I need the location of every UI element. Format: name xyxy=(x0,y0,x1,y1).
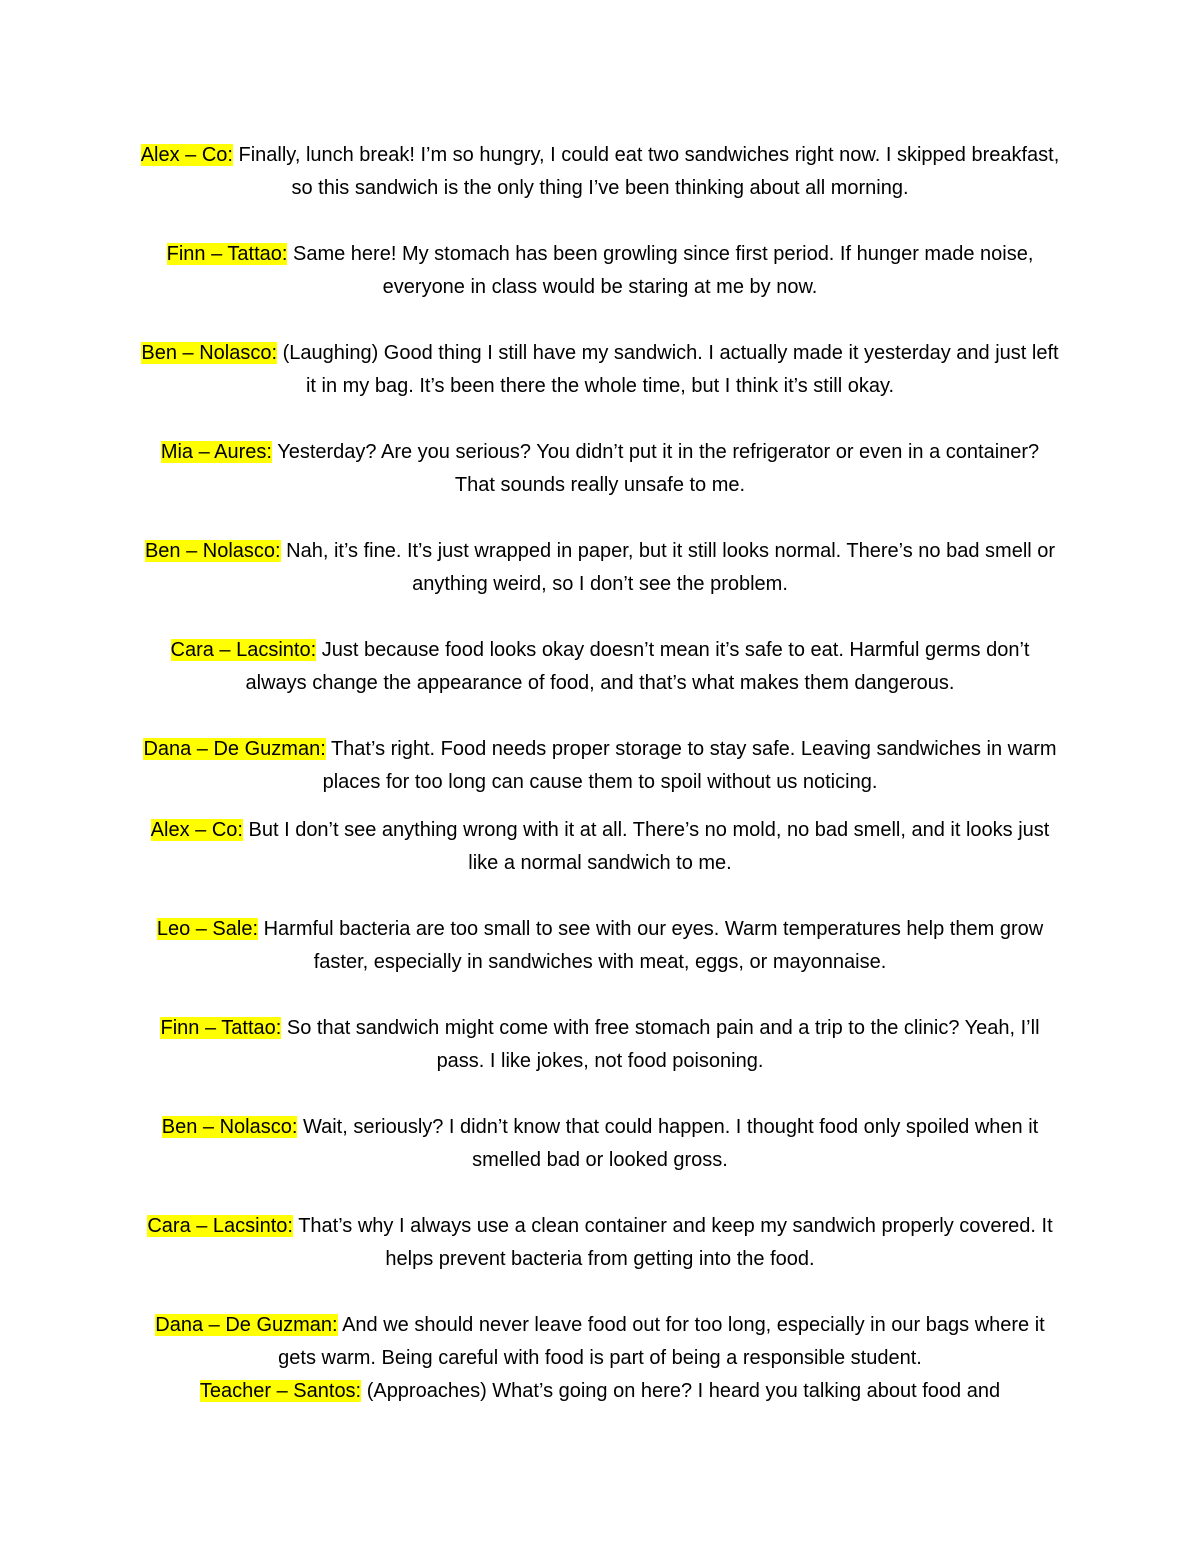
dialogue-line xyxy=(140,733,1060,799)
dialogue-text: That’s right. Food needs proper storage to stay safe. Leaving sandwiches in warm places for too long can cause them to spoil without us noticing. xyxy=(322,738,1057,793)
dialogue-line xyxy=(140,913,1060,979)
dialogue-text: (Laughing) Good thing I still have my sandwich. I actually made it yesterday and just left it in my bag. It’s been there the whole time, but I think it’s still okay. xyxy=(282,342,1059,397)
dialogue-text: Yesterday? Are you serious? You didn’t put it in the refrigerator or even in a container? That sounds really unsafe to me. xyxy=(277,441,1040,496)
dialogue-text: So that sandwich might come with free stomach pain and a trip to the clinic? Yeah, I’ll pass. I like jokes, not food poisoning. xyxy=(286,1017,1040,1072)
speaker-label: Finn – Tattao: xyxy=(166,243,288,265)
dialogue-line xyxy=(140,436,1060,502)
dialogue-text: Nah, it’s fine. It’s just wrapped in paper, but it still looks normal. There’s no bad smell or anything weird, so I don’t see the problem. xyxy=(286,540,1056,595)
dialogue-line xyxy=(140,814,1060,880)
dialogue-line xyxy=(140,1309,1060,1375)
dialogue-text: Wait, seriously? I didn’t know that could happen. I thought food only spoiled when it smelled bad or looked gross. xyxy=(302,1116,1039,1171)
speaker-label: Ben – Nolasco: xyxy=(161,1116,298,1138)
speaker-label: Alex – Co: xyxy=(150,819,243,841)
speaker-label: Dana – De Guzman: xyxy=(155,1314,338,1336)
speaker-label: Cara – Lacsinto: xyxy=(147,1215,293,1237)
dialogue-line xyxy=(140,1375,1060,1408)
speaker-label: Ben – Nolasco: xyxy=(144,540,281,562)
dialogue-text: That’s why I always use a clean container and keep my sandwich properly covered. It helps prevent bacteria from getting into the food. xyxy=(298,1215,1053,1270)
dialogue-line xyxy=(140,1012,1060,1078)
dialogue-line xyxy=(140,535,1060,601)
speaker-label: Mia – Aures: xyxy=(160,441,272,463)
speaker-label: Ben – Nolasco: xyxy=(141,342,278,364)
speaker-label: Leo – Sale: xyxy=(156,918,259,940)
dialogue-text: Harmful bacteria are too small to see with our eyes. Warm temperatures help them grow faster, especially in sandwiches with meat, eggs, or mayonnaise. xyxy=(263,918,1044,973)
speaker-label: Finn – Tattao: xyxy=(160,1017,282,1039)
speaker-label: Alex – Co: xyxy=(140,144,233,166)
speaker-label: Cara – Lacsinto: xyxy=(170,639,317,661)
dialogue-line xyxy=(140,634,1060,700)
dialogue-text: Same here! My stomach has been growling since first period. If hunger made noise, everyone in class would be staring at me by now. xyxy=(293,243,1034,298)
speaker-label: Dana – De Guzman: xyxy=(143,738,326,760)
dialogue-text: (Approaches) What’s going on here? I heard you talking about food and xyxy=(366,1380,1001,1402)
dialogue-text: And we should never leave food out for too long, especially in our bags where it gets warm. Being careful with food is part of being a responsible student. xyxy=(278,1314,1045,1369)
dialogue-text: Finally, lunch break! I’m so hungry, I could eat two sandwiches right now. I skipped breakfast, so this sandwich is the only thing I’ve been thinking about all morning. xyxy=(238,144,1060,199)
dialogue-text: But I don’t see anything wrong with it at all. There’s no mold, no bad smell, and it looks just like a normal sandwich to me. xyxy=(248,819,1050,874)
dialogue-line xyxy=(140,337,1060,403)
dialogue-line xyxy=(140,1111,1060,1177)
dialogue-line xyxy=(140,238,1060,304)
speaker-label: Teacher – Santos: xyxy=(199,1380,362,1402)
dialogue-line xyxy=(140,1210,1060,1276)
dialogue-text: Just because food looks okay doesn’t mean it’s safe to eat. Harmful germs don’t always change the appearance of food, and that’s what makes them dangerous. xyxy=(245,639,1030,694)
dialogue-line xyxy=(140,139,1060,205)
